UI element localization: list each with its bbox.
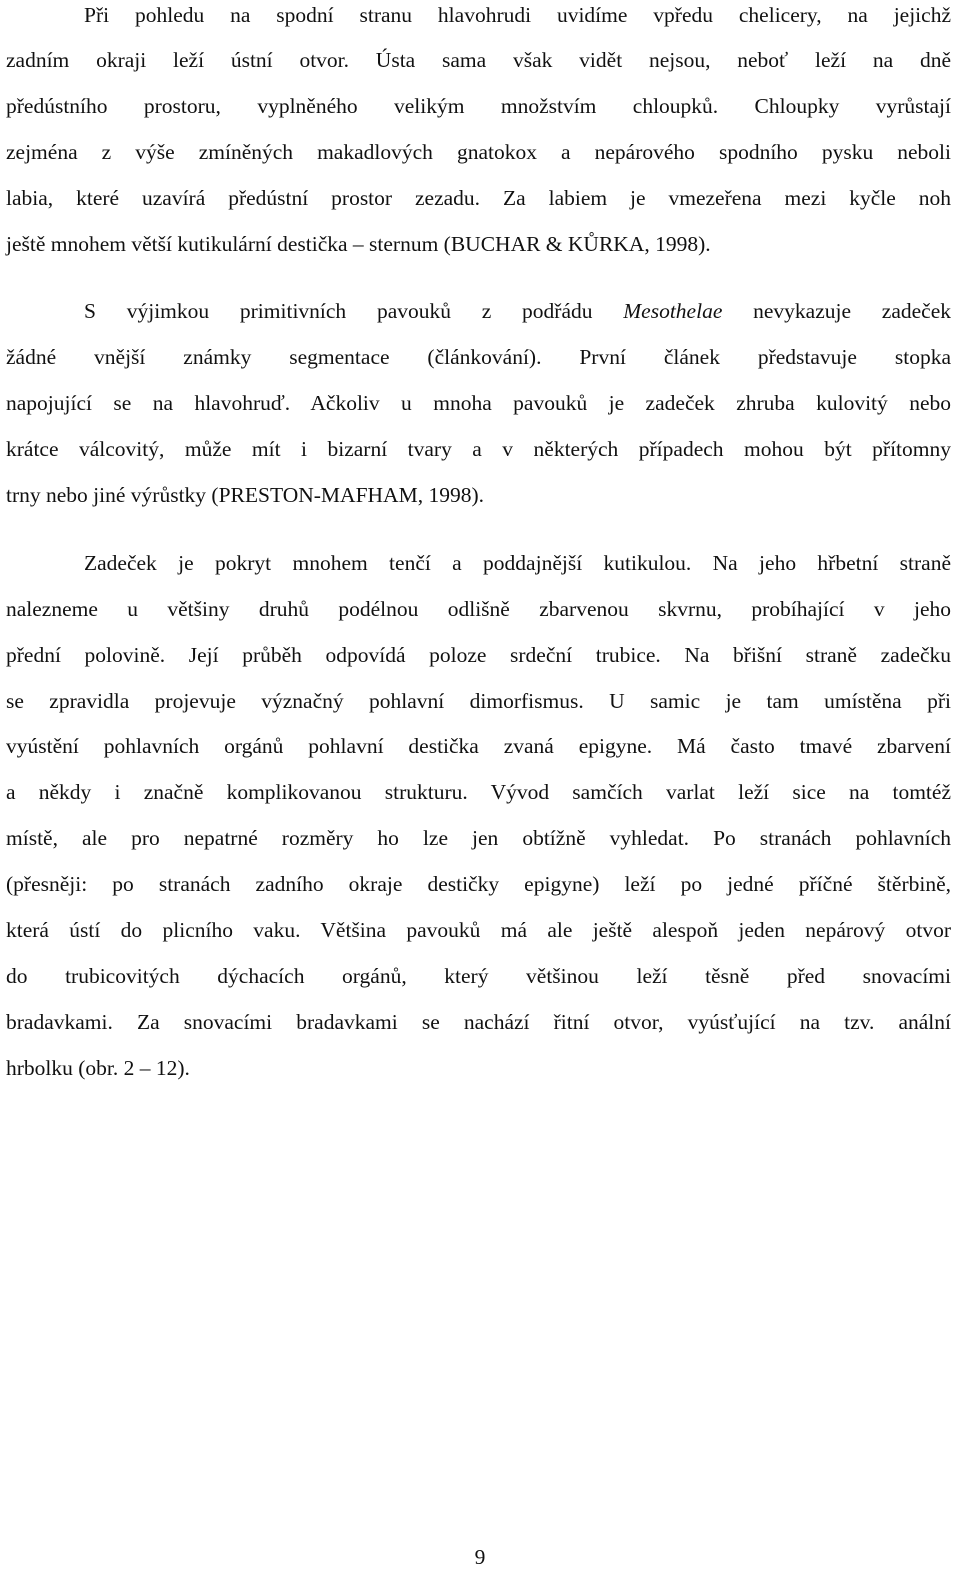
taxon-name-italic: Mesothelae [623,299,723,323]
text-line: přední polovině. Její průběh odpovídá poloze srdeční trubice. Na břišní straně zadečku [6,643,951,667]
text-line: nalezneme u většiny druhů podélnou odlišně zbarvenou skvrnu, probíhající v jeho [6,597,951,621]
page-number: 9 [474,1545,486,1569]
text-line [84,298,951,324]
text-line: a někdy i značně komplikovanou strukturu. Vývod samčích varlat leží sice na tomtéž [6,780,951,804]
text-line: která ústí do plicního vaku. Většina pavouků má ale ještě alespoň jeden nepárový otvor [6,918,951,942]
text-line: žádné vnější známky segmentace (článkování). První článek představuje stopka [6,345,951,369]
text-line: hrbolku (obr. 2 – 12). [6,1056,190,1080]
text-line: se zpravidla projevuje význačný pohlavní dimorfismus. U samic je tam umístěna při [6,689,951,713]
text-line: Při pohledu na spodní stranu hlavohrudi uvidíme vpředu chelicery, na jejichž [84,3,951,27]
text-run: nevykazuje zadeček [722,299,951,323]
text-line: (přesněji: po stranách zadního okraje destičky epigyne) leží po jedné příčné štěrbině, [6,872,951,896]
text-line: bradavkami. Za snovacími bradavkami se nachází řitní otvor, vyúsťující na tzv. anální [6,1010,951,1034]
text-line: zejména z výše zmíněných makadlových gnatokox a nepárového spodního pysku neboli [6,140,951,164]
text-line: místě, ale pro nepatrné rozměry ho lze jen obtížně vyhledat. Po stranách pohlavních [6,826,951,850]
text-line: do trubicovitých dýchacích orgánů, který většinou leží těsně před snovacími [6,964,951,988]
text-line: trny nebo jiné výrůstky (PRESTON-MAFHAM, 1998). [6,483,484,507]
text-line: napojující se na hlavohruď. Ačkoliv u mnoha pavouků je zadeček zhruba kulovitý nebo [6,391,951,415]
text-line: Zadeček je pokryt mnohem tenčí a poddajnější kutikulou. Na jeho hřbetní straně [84,551,951,575]
text-line: předústního prostoru, vyplněného velikým množstvím chloupků. Chloupky vyrůstají [6,94,951,118]
text-line: zadním okraji leží ústní otvor. Ústa sama však vidět nejsou, neboť leží na dně [6,48,951,72]
text-run: S výjimkou primitivních pavouků z podřádu [84,299,624,323]
text-line: vyústění pohlavních orgánů pohlavní destička zvaná epigyne. Má často tmavé zbarvení [6,734,951,758]
text-line: krátce válcovitý, může mít i bizarní tvary a v některých případech mohou být přítomny [6,437,951,461]
text-line: labia, které uzavírá předústní prostor zezadu. Za labiem je vmezeřena mezi kyčle noh [6,186,951,210]
text-line: ještě mnohem větší kutikulární destička – sternum (BUCHAR & KŮRKA, 1998). [6,232,711,256]
